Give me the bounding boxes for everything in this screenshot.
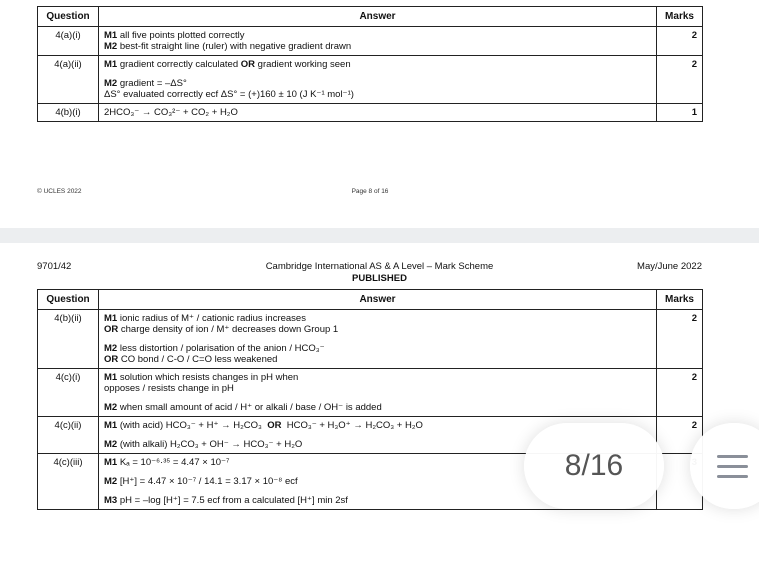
mark-label: M2	[104, 41, 118, 52]
answer-line	[104, 372, 651, 383]
table-row	[38, 27, 703, 56]
syllabus-code: 9701/42	[37, 261, 72, 272]
answer-line	[104, 107, 651, 118]
question-number: 4(b)(i)	[38, 104, 99, 122]
answer-text: (with alkali) H₂CO₃ + OH⁻ → HCO₃⁻ + H₂O	[117, 439, 303, 450]
mark-label: M2	[104, 439, 118, 450]
answer-text: when small amount of acid / H⁺ or alkali / base / OH⁻ is added	[117, 402, 382, 413]
answer-text: pH = –log [H⁺] = 7.5 ecf from a calculated [H⁺] min 2sf	[117, 495, 348, 506]
answer-line	[104, 89, 651, 100]
answer-line	[104, 354, 651, 365]
question-number: 4(c)(ii)	[38, 417, 99, 454]
document-page-9	[0, 243, 759, 568]
exam-session: May/June 2022	[637, 261, 702, 272]
page-header-title: Cambridge International AS & A Level – Mark Scheme	[265, 261, 494, 272]
answer-cell	[99, 369, 657, 417]
table-row	[38, 56, 703, 104]
marks-header: Marks	[657, 290, 703, 310]
answer-cell	[99, 27, 657, 56]
marks-value: 2	[657, 56, 703, 104]
mark-label: M1	[104, 30, 118, 41]
table-row	[38, 104, 703, 122]
answer-line	[104, 324, 651, 335]
answer-text: less distortion / polarisation of the anion / HCO₃⁻	[117, 343, 325, 354]
answer-text: HCO₃⁻ + H₃O⁺ → H₂CO₃ + H₂O	[281, 420, 423, 431]
answer-line	[104, 383, 651, 394]
answer-line	[104, 41, 651, 52]
answer-text: all five points plotted correctly	[117, 30, 245, 41]
answer-text: solution which resists changes in pH when	[117, 372, 299, 383]
mark-label: OR	[267, 420, 282, 431]
question-number: 4(a)(ii)	[38, 56, 99, 104]
answer-text: best-fit straight line (ruler) with negative gradient drawn	[117, 41, 352, 52]
answer-line	[104, 313, 651, 324]
document-page-8	[0, 0, 759, 228]
question-number: 4(c)(i)	[38, 369, 99, 417]
answer-text: CO bond / C-O / C=O less weakened	[118, 354, 278, 365]
mark-scheme-table	[37, 6, 703, 122]
table-row	[38, 310, 703, 369]
line-gap	[104, 394, 651, 402]
answer-line	[104, 78, 651, 89]
question-number: 4(c)(iii)	[38, 454, 99, 510]
mark-label: M1	[104, 313, 118, 324]
marks-header: Marks	[657, 7, 703, 27]
mark-label: OR	[104, 324, 119, 335]
answer-text: (with acid) HCO₃⁻ + H⁺ → H₂CO₃	[117, 420, 268, 431]
published-label: PUBLISHED	[352, 273, 407, 284]
mark-label: M2	[104, 343, 118, 354]
line-gap	[104, 335, 651, 343]
answer-text: Kₐ = 10⁻⁶·³⁵ = 4.47 × 10⁻⁷	[117, 457, 230, 468]
mark-label: OR	[240, 59, 256, 70]
answer-text: gradient working seen	[255, 59, 351, 70]
copyright-footer: © UCLES 2022	[37, 188, 82, 195]
mark-label: M2	[104, 78, 118, 89]
table-row	[38, 369, 703, 417]
mark-label: M3	[104, 495, 118, 506]
page-number-footer: Page 8 of 16	[351, 188, 389, 195]
question-header: Question	[38, 7, 99, 27]
mark-label: M1	[104, 457, 118, 468]
answer-text: [H⁺] = 4.47 × 10⁻⁷ / 14.1 = 3.17 × 10⁻⁸ ecf	[117, 476, 298, 487]
line-gap	[104, 70, 651, 78]
answer-text: gradient = –ΔS°	[117, 78, 187, 89]
answer-cell	[99, 104, 657, 122]
marks-value: 2	[657, 369, 703, 417]
marks-value: 2	[657, 27, 703, 56]
mark-label: M2	[104, 476, 118, 487]
answer-text: 2HCO₃⁻ → CO₃²⁻ + CO₂ + H₂O	[104, 107, 238, 118]
page-indicator[interactable]: 8/16	[524, 423, 664, 509]
marks-value: 2	[657, 417, 703, 454]
mark-label: OR	[104, 354, 119, 365]
answer-line	[104, 59, 651, 70]
answer-cell	[99, 310, 657, 369]
answer-line	[104, 343, 651, 354]
answer-text: gradient correctly calculated	[117, 59, 241, 70]
marks-value: 1	[657, 104, 703, 122]
answer-header: Answer	[99, 290, 657, 310]
question-header: Question	[38, 290, 99, 310]
mark-label: M1	[104, 420, 118, 431]
answer-text: ΔS° evaluated correctly ecf ΔS° = (+)160 ± 10 (J K⁻¹ mol⁻¹)	[104, 89, 354, 100]
question-number: 4(b)(ii)	[38, 310, 99, 369]
marks-value: 2	[657, 310, 703, 369]
mark-label: M1	[104, 59, 118, 70]
answer-line	[104, 402, 651, 413]
answer-text: charge density of ion / M⁺ decreases down Group 1	[118, 324, 339, 335]
mark-label: M2	[104, 402, 118, 413]
answer-header: Answer	[99, 7, 657, 27]
question-number: 4(a)(i)	[38, 27, 99, 56]
answer-line	[104, 30, 651, 41]
answer-text: ionic radius of M⁺ / cationic radius increases	[117, 313, 306, 324]
answer-text: opposes / resists change in pH	[104, 383, 234, 394]
mark-label: M1	[104, 372, 118, 383]
answer-cell	[99, 56, 657, 104]
